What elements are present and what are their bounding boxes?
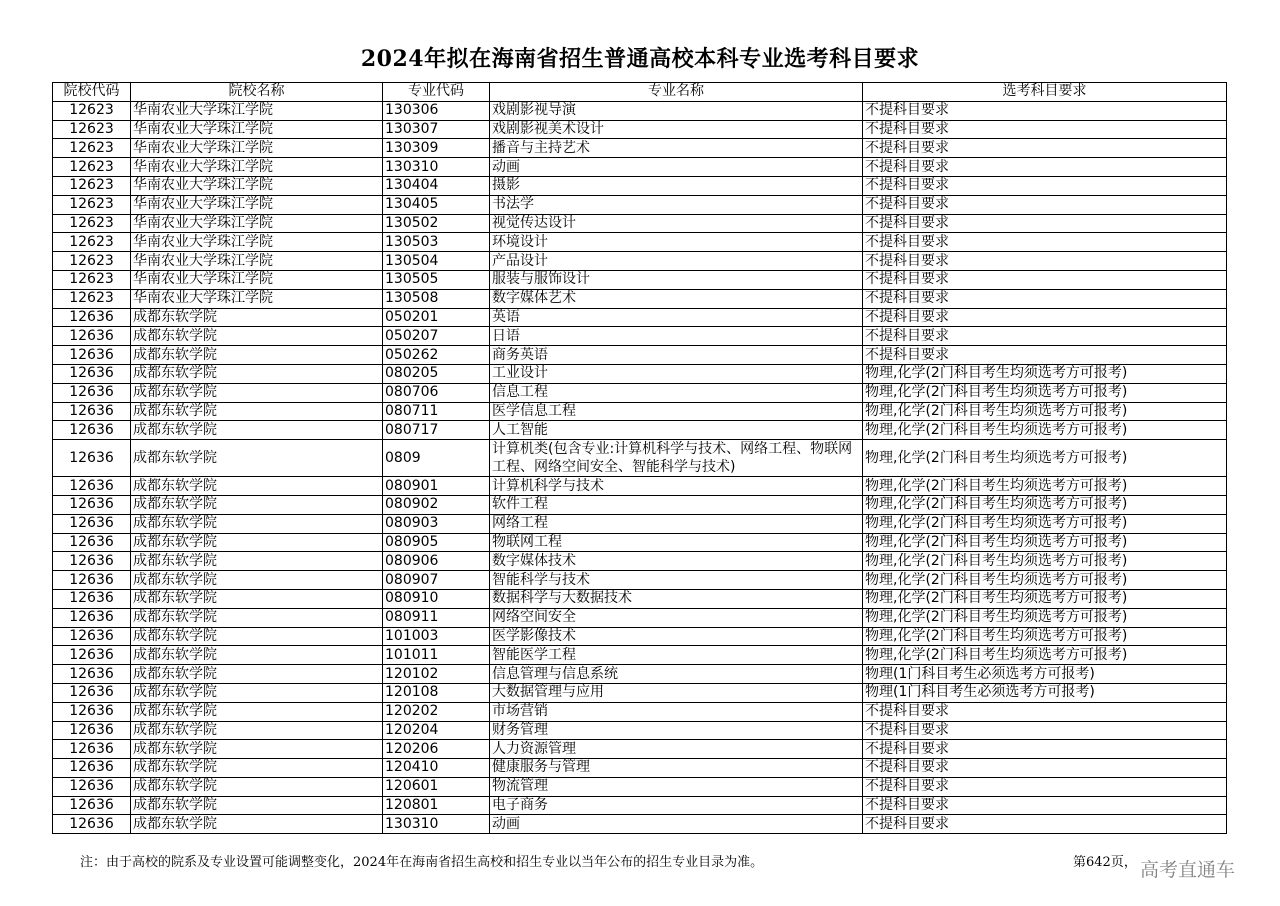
cell-school-code: 12636: [53, 552, 131, 571]
cell-major-code: 101003: [383, 627, 490, 646]
cell-school-code: 12636: [53, 759, 131, 778]
cell-subject-requirement: 不提科目要求: [863, 252, 1227, 271]
cell-school-code: 12636: [53, 346, 131, 365]
cell-major-name: 物联网工程: [490, 533, 863, 552]
cell-school-name: 成都东软学院: [131, 495, 383, 514]
header-school-code: 院校代码: [53, 83, 131, 102]
cell-subject-requirement: 不提科目要求: [863, 327, 1227, 346]
table-row: [53, 308, 1227, 327]
cell-major-code: 080907: [383, 571, 490, 590]
cell-school-code: 12636: [53, 646, 131, 665]
cell-school-code: 12623: [53, 252, 131, 271]
cell-school-name: 华南农业大学珠江学院: [131, 270, 383, 289]
cell-major-code: 130502: [383, 214, 490, 233]
cell-major-name: 医学信息工程: [490, 402, 863, 421]
table-header-row: [53, 83, 1227, 102]
cell-subject-requirement: 不提科目要求: [863, 195, 1227, 214]
table-row: [53, 740, 1227, 759]
cell-major-code: 080911: [383, 608, 490, 627]
cell-school-name: 成都东软学院: [131, 533, 383, 552]
cell-major-name: 计算机类(包含专业:计算机科学与技术、网络工程、物联网工程、网络空间安全、智能科学与技术): [490, 440, 863, 477]
cell-school-name: 成都东软学院: [131, 702, 383, 721]
cell-school-code: 12636: [53, 571, 131, 590]
cell-major-code: 120410: [383, 759, 490, 778]
cell-school-code: 12636: [53, 627, 131, 646]
header-major-name: 专业名称: [490, 83, 863, 102]
cell-school-code: 12636: [53, 777, 131, 796]
cell-subject-requirement: 不提科目要求: [863, 815, 1227, 834]
cell-major-code: 130310: [383, 158, 490, 177]
cell-subject-requirement: 不提科目要求: [863, 176, 1227, 195]
header-major-code: 专业代码: [383, 83, 490, 102]
table-row: [53, 571, 1227, 590]
cell-subject-requirement: 物理,化学(2门科目考生均须选考方可报考): [863, 495, 1227, 514]
cell-school-name: 成都东软学院: [131, 402, 383, 421]
cell-major-code: 130508: [383, 289, 490, 308]
cell-major-name: 戏剧影视导演: [490, 101, 863, 120]
cell-school-code: 12636: [53, 589, 131, 608]
cell-school-name: 成都东软学院: [131, 608, 383, 627]
table-row: [53, 440, 1227, 477]
cell-major-code: 050201: [383, 308, 490, 327]
cell-school-code: 12623: [53, 289, 131, 308]
cell-school-code: 12636: [53, 721, 131, 740]
cell-school-name: 成都东软学院: [131, 683, 383, 702]
table-row: [53, 176, 1227, 195]
table-row: [53, 214, 1227, 233]
cell-school-name: 华南农业大学珠江学院: [131, 101, 383, 120]
cell-major-name: 产品设计: [490, 252, 863, 271]
cell-school-code: 12636: [53, 402, 131, 421]
cell-school-code: 12623: [53, 101, 131, 120]
cell-subject-requirement: 物理,化学(2门科目考生均须选考方可报考): [863, 402, 1227, 421]
cell-major-code: 120601: [383, 777, 490, 796]
table-row: [53, 252, 1227, 271]
cell-major-name: 数字媒体技术: [490, 552, 863, 571]
cell-school-name: 成都东软学院: [131, 815, 383, 834]
cell-major-name: 数字媒体艺术: [490, 289, 863, 308]
cell-major-code: 130306: [383, 101, 490, 120]
cell-major-code: 120206: [383, 740, 490, 759]
cell-school-code: 12636: [53, 533, 131, 552]
cell-subject-requirement: 物理,化学(2门科目考生均须选考方可报考): [863, 514, 1227, 533]
cell-subject-requirement: 物理,化学(2门科目考生均须选考方可报考): [863, 627, 1227, 646]
cell-school-name: 华南农业大学珠江学院: [131, 195, 383, 214]
header-subject-requirement: 选考科目要求: [863, 83, 1227, 102]
cell-major-code: 120801: [383, 796, 490, 815]
cell-subject-requirement: 物理,化学(2门科目考生均须选考方可报考): [863, 533, 1227, 552]
cell-school-name: 华南农业大学珠江学院: [131, 139, 383, 158]
table-row: [53, 665, 1227, 684]
cell-school-code: 12636: [53, 514, 131, 533]
cell-school-code: 12623: [53, 139, 131, 158]
cell-school-code: 12636: [53, 683, 131, 702]
cell-major-name: 环境设计: [490, 233, 863, 252]
table-row: [53, 233, 1227, 252]
cell-major-name: 大数据管理与应用: [490, 683, 863, 702]
cell-school-name: 成都东软学院: [131, 552, 383, 571]
cell-subject-requirement: 物理,化学(2门科目考生均须选考方可报考): [863, 552, 1227, 571]
page-title: 2024年拟在海南省招生普通高校本科专业选考科目要求: [360, 46, 920, 72]
table-row: [53, 139, 1227, 158]
cell-school-name: 成都东软学院: [131, 477, 383, 496]
cell-major-code: 130404: [383, 176, 490, 195]
table-row: [53, 383, 1227, 402]
table-row: [53, 759, 1227, 778]
cell-major-code: 120202: [383, 702, 490, 721]
header-school-name: 院校名称: [131, 83, 383, 102]
cell-school-name: 成都东软学院: [131, 589, 383, 608]
table-row: [53, 477, 1227, 496]
cell-school-code: 12636: [53, 815, 131, 834]
table-row: [53, 120, 1227, 139]
cell-major-code: 101011: [383, 646, 490, 665]
cell-subject-requirement: 不提科目要求: [863, 120, 1227, 139]
cell-school-code: 12636: [53, 495, 131, 514]
cell-subject-requirement: 物理(1门科目考生必须选考方可报考): [863, 683, 1227, 702]
cell-school-name: 成都东软学院: [131, 571, 383, 590]
cell-major-code: 130505: [383, 270, 490, 289]
cell-school-name: 成都东软学院: [131, 777, 383, 796]
cell-school-name: 华南农业大学珠江学院: [131, 214, 383, 233]
cell-major-name: 网络空间安全: [490, 608, 863, 627]
cell-school-name: 成都东软学院: [131, 421, 383, 440]
cell-school-code: 12636: [53, 327, 131, 346]
cell-school-code: 12636: [53, 477, 131, 496]
cell-major-code: 080717: [383, 421, 490, 440]
cell-major-name: 视觉传达设计: [490, 214, 863, 233]
cell-school-code: 12636: [53, 796, 131, 815]
cell-school-name: 华南农业大学珠江学院: [131, 252, 383, 271]
cell-school-code: 12636: [53, 440, 131, 477]
cell-subject-requirement: 物理,化学(2门科目考生均须选考方可报考): [863, 608, 1227, 627]
cell-major-name: 服装与服饰设计: [490, 270, 863, 289]
table-row: [53, 815, 1227, 834]
cell-school-name: 成都东软学院: [131, 740, 383, 759]
cell-school-name: 成都东软学院: [131, 759, 383, 778]
cell-school-code: 12636: [53, 740, 131, 759]
cell-school-code: 12636: [53, 364, 131, 383]
cell-major-code: 130309: [383, 139, 490, 158]
cell-subject-requirement: 物理,化学(2门科目考生均须选考方可报考): [863, 477, 1227, 496]
cell-subject-requirement: 不提科目要求: [863, 158, 1227, 177]
table-row: [53, 289, 1227, 308]
cell-school-code: 12636: [53, 308, 131, 327]
cell-school-code: 12636: [53, 421, 131, 440]
cell-school-name: 成都东软学院: [131, 627, 383, 646]
cell-major-code: 080910: [383, 589, 490, 608]
table-row: [53, 346, 1227, 365]
cell-school-name: 华南农业大学珠江学院: [131, 289, 383, 308]
cell-school-code: 12623: [53, 195, 131, 214]
cell-school-code: 12636: [53, 665, 131, 684]
cell-major-code: 080706: [383, 383, 490, 402]
table-row: [53, 327, 1227, 346]
cell-subject-requirement: 物理,化学(2门科目考生均须选考方可报考): [863, 589, 1227, 608]
cell-subject-requirement: 不提科目要求: [863, 214, 1227, 233]
cell-school-name: 华南农业大学珠江学院: [131, 158, 383, 177]
cell-major-code: 080711: [383, 402, 490, 421]
page-number: 第642页，: [1073, 855, 1137, 870]
cell-major-name: 医学影像技术: [490, 627, 863, 646]
cell-major-name: 数据科学与大数据技术: [490, 589, 863, 608]
cell-major-name: 日语: [490, 327, 863, 346]
table-row: [53, 552, 1227, 571]
cell-school-code: 12636: [53, 383, 131, 402]
cell-subject-requirement: 不提科目要求: [863, 796, 1227, 815]
subject-requirements-table: [52, 82, 1227, 834]
cell-major-code: 130310: [383, 815, 490, 834]
cell-school-name: 成都东软学院: [131, 383, 383, 402]
cell-school-name: 华南农业大学珠江学院: [131, 120, 383, 139]
table-row: [53, 514, 1227, 533]
cell-major-code: 130504: [383, 252, 490, 271]
table-row: [53, 589, 1227, 608]
cell-major-code: 050262: [383, 346, 490, 365]
cell-major-code: 120204: [383, 721, 490, 740]
cell-major-name: 书法学: [490, 195, 863, 214]
table-row: [53, 421, 1227, 440]
table-body: [53, 101, 1227, 833]
cell-major-name: 英语: [490, 308, 863, 327]
cell-major-name: 智能医学工程: [490, 646, 863, 665]
cell-subject-requirement: 不提科目要求: [863, 233, 1227, 252]
cell-major-name: 财务管理: [490, 721, 863, 740]
cell-major-code: 080905: [383, 533, 490, 552]
cell-school-name: 成都东软学院: [131, 346, 383, 365]
cell-major-name: 商务英语: [490, 346, 863, 365]
cell-subject-requirement: 物理,化学(2门科目考生均须选考方可报考): [863, 421, 1227, 440]
cell-major-name: 动画: [490, 158, 863, 177]
cell-school-code: 12636: [53, 702, 131, 721]
cell-subject-requirement: 不提科目要求: [863, 721, 1227, 740]
cell-major-code: 050207: [383, 327, 490, 346]
cell-major-name: 工业设计: [490, 364, 863, 383]
cell-major-name: 信息工程: [490, 383, 863, 402]
cell-subject-requirement: 物理,化学(2门科目考生均须选考方可报考): [863, 571, 1227, 590]
cell-subject-requirement: 不提科目要求: [863, 308, 1227, 327]
cell-major-name: 智能科学与技术: [490, 571, 863, 590]
cell-school-name: 成都东软学院: [131, 327, 383, 346]
table-row: [53, 683, 1227, 702]
cell-major-name: 人工智能: [490, 421, 863, 440]
table-row: [53, 402, 1227, 421]
cell-school-code: 12623: [53, 270, 131, 289]
cell-school-name: 成都东软学院: [131, 364, 383, 383]
cell-subject-requirement: 不提科目要求: [863, 139, 1227, 158]
cell-major-name: 市场营销: [490, 702, 863, 721]
table-row: [53, 646, 1227, 665]
cell-major-name: 网络工程: [490, 514, 863, 533]
table-row: [53, 101, 1227, 120]
cell-subject-requirement: 物理,化学(2门科目考生均须选考方可报考): [863, 646, 1227, 665]
cell-subject-requirement: 物理,化学(2门科目考生均须选考方可报考): [863, 440, 1227, 477]
table-row: [53, 777, 1227, 796]
cell-major-name: 软件工程: [490, 495, 863, 514]
cell-major-name: 动画: [490, 815, 863, 834]
table-row: [53, 627, 1227, 646]
cell-subject-requirement: 不提科目要求: [863, 346, 1227, 365]
cell-school-name: 成都东软学院: [131, 440, 383, 477]
cell-major-code: 080903: [383, 514, 490, 533]
cell-school-name: 成都东软学院: [131, 514, 383, 533]
cell-major-name: 物流管理: [490, 777, 863, 796]
footer-note: 注：由于高校的院系及专业设置可能调整变化，2024年在海南省招生高校和招生专业以当年公布的招生专业目录为准。: [80, 855, 764, 870]
cell-school-name: 华南农业大学珠江学院: [131, 176, 383, 195]
cell-subject-requirement: 不提科目要求: [863, 270, 1227, 289]
cell-subject-requirement: 不提科目要求: [863, 777, 1227, 796]
table-row: [53, 721, 1227, 740]
cell-school-name: 成都东软学院: [131, 796, 383, 815]
cell-subject-requirement: 物理,化学(2门科目考生均须选考方可报考): [863, 364, 1227, 383]
cell-school-name: 成都东软学院: [131, 646, 383, 665]
cell-major-name: 信息管理与信息系统: [490, 665, 863, 684]
cell-school-code: 12623: [53, 176, 131, 195]
cell-school-code: 12636: [53, 608, 131, 627]
cell-school-name: 成都东软学院: [131, 721, 383, 740]
cell-major-code: 080906: [383, 552, 490, 571]
table-row: [53, 364, 1227, 383]
cell-major-name: 播音与主持艺术: [490, 139, 863, 158]
cell-school-code: 12623: [53, 214, 131, 233]
cell-major-name: 人力资源管理: [490, 740, 863, 759]
cell-major-code: 120108: [383, 683, 490, 702]
table-row: [53, 702, 1227, 721]
cell-major-code: 0809: [383, 440, 490, 477]
cell-subject-requirement: 不提科目要求: [863, 101, 1227, 120]
cell-subject-requirement: 物理(1门科目考生必须选考方可报考): [863, 665, 1227, 684]
table-row: [53, 495, 1227, 514]
cell-major-name: 计算机科学与技术: [490, 477, 863, 496]
cell-subject-requirement: 不提科目要求: [863, 289, 1227, 308]
cell-major-code: 130307: [383, 120, 490, 139]
cell-major-name: 电子商务: [490, 796, 863, 815]
table-row: [53, 533, 1227, 552]
cell-subject-requirement: 不提科目要求: [863, 740, 1227, 759]
cell-major-code: 120102: [383, 665, 490, 684]
cell-major-name: 摄影: [490, 176, 863, 195]
cell-major-name: 健康服务与管理: [490, 759, 863, 778]
cell-school-code: 12623: [53, 158, 131, 177]
cell-subject-requirement: 不提科目要求: [863, 702, 1227, 721]
table-row: [53, 796, 1227, 815]
cell-major-name: 戏剧影视美术设计: [490, 120, 863, 139]
cell-subject-requirement: 物理,化学(2门科目考生均须选考方可报考): [863, 383, 1227, 402]
cell-school-name: 华南农业大学珠江学院: [131, 233, 383, 252]
cell-subject-requirement: 不提科目要求: [863, 759, 1227, 778]
cell-school-code: 12623: [53, 120, 131, 139]
cell-school-code: 12623: [53, 233, 131, 252]
cell-school-name: 成都东软学院: [131, 308, 383, 327]
cell-major-code: 080205: [383, 364, 490, 383]
table-row: [53, 270, 1227, 289]
watermark: 高考直通车: [1140, 859, 1236, 881]
cell-school-name: 成都东软学院: [131, 665, 383, 684]
table-row: [53, 608, 1227, 627]
table-row: [53, 195, 1227, 214]
cell-major-code: 130405: [383, 195, 490, 214]
table-row: [53, 158, 1227, 177]
cell-major-code: 080901: [383, 477, 490, 496]
cell-major-code: 080902: [383, 495, 490, 514]
cell-major-code: 130503: [383, 233, 490, 252]
